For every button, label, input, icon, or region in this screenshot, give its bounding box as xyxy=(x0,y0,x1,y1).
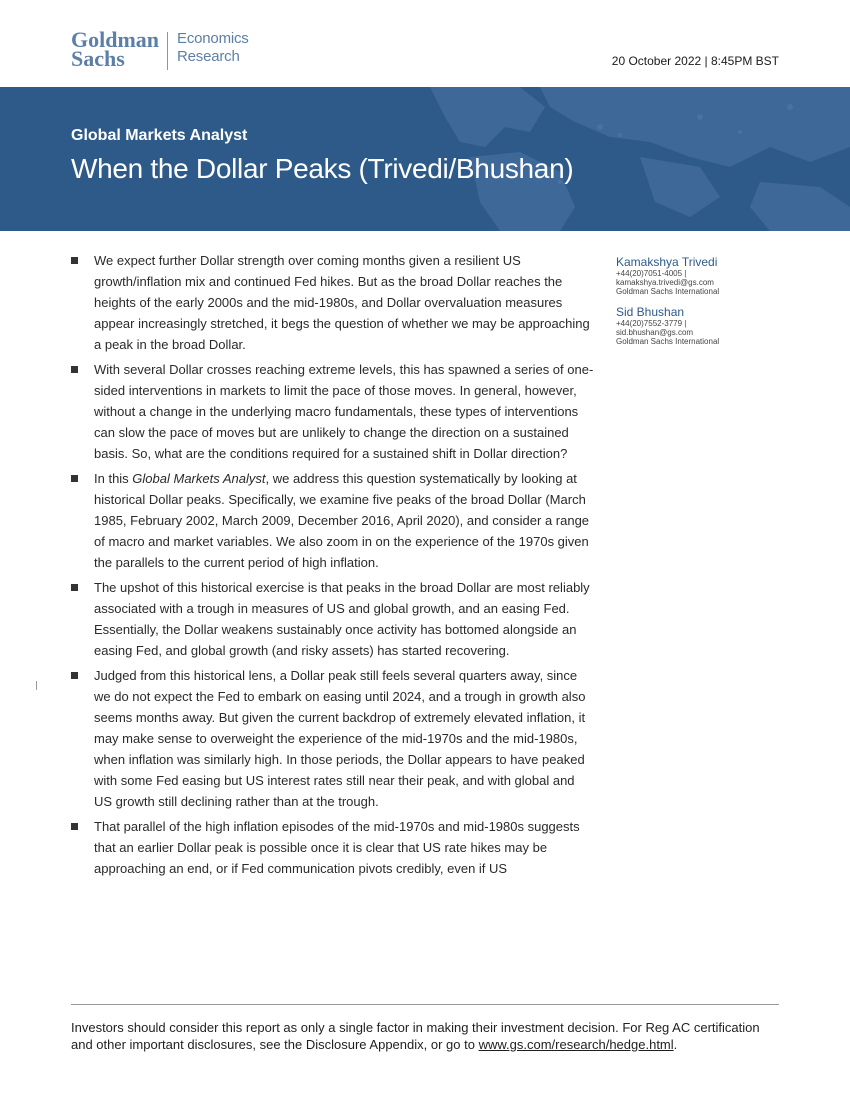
series-name: Global Markets Analyst xyxy=(71,127,248,144)
author-name[interactable]: Kamakshya Trivedi xyxy=(616,255,718,269)
logo-divider xyxy=(167,32,168,70)
bullet-item xyxy=(71,250,596,355)
author-email[interactable]: kamakshya.trivedi@gs.com xyxy=(616,278,714,287)
bullet-square-icon xyxy=(71,475,78,482)
bullet-text: We expect further Dollar strength over coming months given a resilient US growth/inflation mix and continued Fed hikes. But as the broad Dollar reaches the heights of the early 2000s and the mid-1980s, and Dollar overvaluation measures appear increasingly stretched, it begs the question of whether we may be approaching a peak in the broad Dollar. xyxy=(94,253,590,352)
bullet-text: The upshot of this historical exercise is that peaks in the broad Dollar are most reliably associated with a trough in measures of US and global growth, and an easing Fed. Essentially, the Dollar weakens sustainably once activity has bottomed alongside an easing Fed, and global growth (and risky assets) has started recovering. xyxy=(94,580,590,658)
bullet-text: That parallel of the high inflation episodes of the mid-1970s and mid-1980s suggests that an earlier Dollar peak is possible once it is clear that US rate hikes may be approaching an end, or if Fed communication pivots credibly, even if US xyxy=(94,819,580,876)
author-org: Goldman Sachs International xyxy=(616,287,720,296)
margin-mark xyxy=(36,681,37,690)
author-phone: +44(20)7552-3779 | xyxy=(616,319,687,328)
bullet-item xyxy=(71,665,596,812)
bullet-text-pre: In this xyxy=(94,471,133,486)
disclosure-link[interactable]: www.gs.com/research/hedge.html xyxy=(478,1037,674,1052)
logo-line-economics: Economics xyxy=(177,30,249,47)
bullet-text: With several Dollar crosses reaching extreme levels, this has spawned a series of one-sided interventions in markets to limit the pace of those moves. In general, however, without a change in the underlying macro fundamentals, these types of interventions can slow the pace of moves but are unlikely to change the direction on a sustained basis. So, what are the conditions required for a sustained shift in Dollar direction? xyxy=(94,362,594,461)
logo-wordmark xyxy=(71,27,160,71)
author-card xyxy=(616,256,786,296)
author-phone: +44(20)7051-4005 | xyxy=(616,269,687,278)
title-banner xyxy=(0,87,850,231)
bullet-square-icon xyxy=(71,584,78,591)
bullet-square-icon xyxy=(71,366,78,373)
bullet-square-icon xyxy=(71,257,78,264)
bullet-item xyxy=(71,359,596,464)
author-email[interactable]: sid.bhushan@gs.com xyxy=(616,328,694,337)
logo-division xyxy=(177,30,249,66)
bullet-text: Judged from this historical lens, a Dollar peak still feels several quarters away, since we do not expect the Fed to embark on easing until 2024, and a trough in growth also seems months away. But given the current backdrop of extremely elevated inflation, it may make sense to overweight the experience of the mid-1970s and the mid-1980s, when inflation was similarly high. In those periods, the Dollar appears to have peaked with some Fed easing but US interest rates still near their peak, and with global and US growth still declining rather than at the trough. xyxy=(94,668,586,809)
bullet-item xyxy=(71,816,596,879)
publication-name: Global Markets Analyst xyxy=(132,471,266,486)
disclosure-footer xyxy=(71,1019,779,1053)
author-card xyxy=(616,306,786,346)
logo-line-sachs: Sachs xyxy=(71,46,125,71)
author-panel xyxy=(616,256,786,356)
author-org: Goldman Sachs International xyxy=(616,337,720,346)
disclosure-text: Investors should consider this report as only a single factor in making their investment decision. For Reg AC certification and other important disclosures, see the Disclosure Appendix, or go to xyxy=(71,1020,760,1052)
report-title: When the Dollar Peaks (Trivedi/Bhushan) xyxy=(71,153,574,184)
bullet-item xyxy=(71,468,596,573)
logo-line-goldman: Goldman xyxy=(71,27,160,52)
footer-divider xyxy=(71,1004,779,1005)
report-date: 20 October 2022 | 8:45PM BST xyxy=(611,54,779,68)
author-name[interactable]: Sid Bhushan xyxy=(616,305,685,319)
disclosure-end: . xyxy=(673,1037,678,1052)
summary-bullets xyxy=(71,250,596,883)
gs-logo xyxy=(71,27,249,71)
bullet-square-icon xyxy=(71,672,78,679)
logo-line-research: Research xyxy=(177,48,240,65)
bullet-text-post: , we address this question systematically by looking at historical Dollar peaks. Specifically, we examine five peaks of the broad Dollar (March 1985, February 2002, March 2009, December 2016, April 2020), and consider a range of macro and market variables. We also zoom in on the experience of the 1970s given the parallels to the current period of high inflation. xyxy=(94,471,590,570)
bullet-item xyxy=(71,577,596,661)
bullet-square-icon xyxy=(71,823,78,830)
